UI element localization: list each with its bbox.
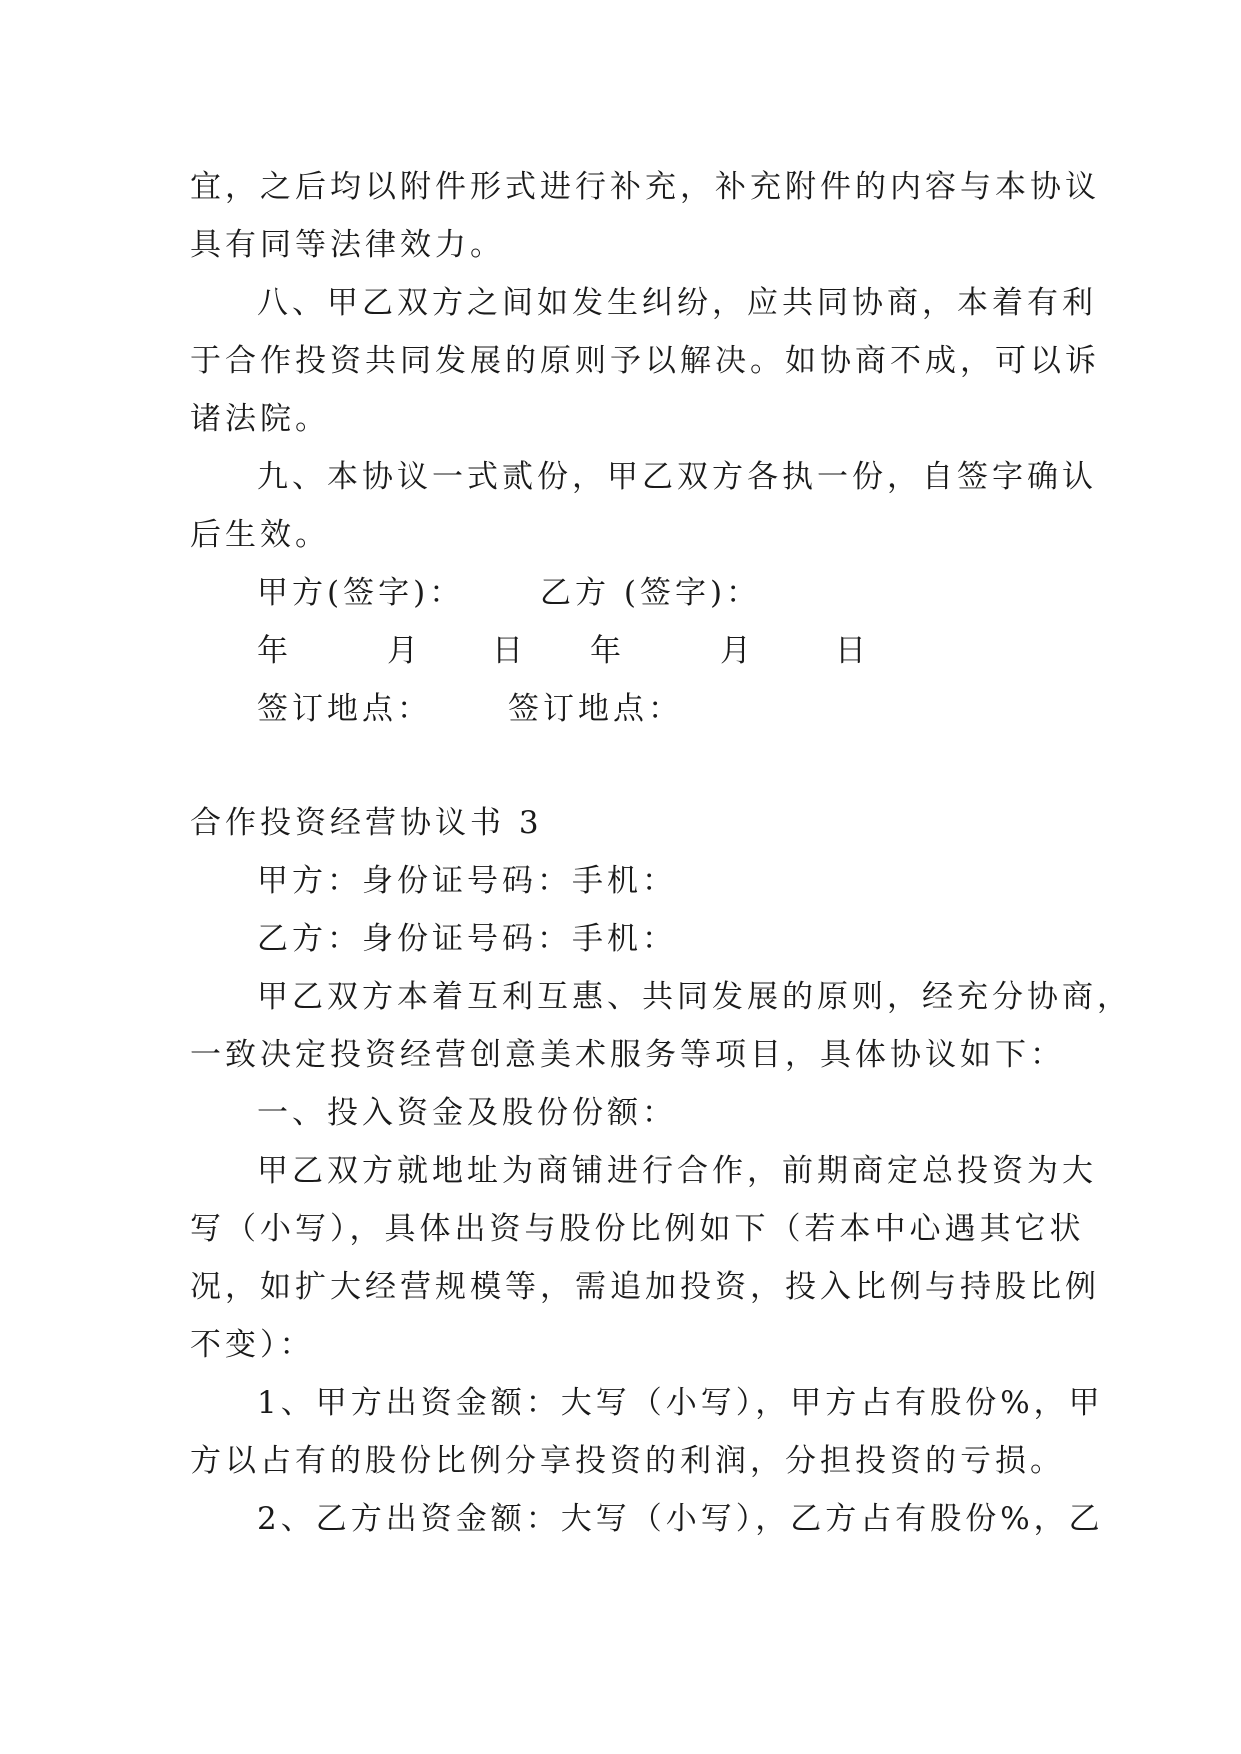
clause-8-line: 八、甲乙双方之间如发生纠纷，应共同协商，本着有利 [257,285,1097,321]
item-1-line: 方以占有的股份比例分享投资的利润，分担投资的亏损。 [190,1443,1065,1479]
signing-place-label: 签订地点： [257,691,432,727]
intro-line: 一致决定投资经营创意美术服务等项目，具体协议如下： [190,1037,1065,1073]
clause-8-line: 于合作投资共同发展的原则予以解决。如协商不成，可以诉 [190,343,1100,379]
party-a-info: 甲方：身份证号码：手机： [257,863,677,899]
clause-1-line: 不变）： [190,1327,315,1363]
document-page [190,158,1132,1548]
item-2-line: 2、乙方出资金额：大写（小写），乙方占有股份%，乙 [257,1501,1104,1537]
date-row [190,622,1050,680]
clause-8-line: 诸法院。 [190,401,330,437]
clause-9-line: 后生效。 [190,517,330,553]
item-1-line: 1、甲方出资金额：大写（小写），甲方占有股份%，甲 [257,1385,1104,1421]
intro-line: 甲乙双方本着互利互惠、共同发展的原则，经充分协商， [257,979,1132,1015]
party-b-signature-label: 乙方 (签字)： [540,575,762,611]
signing-place-label: 签订地点： [508,691,683,727]
section-title: 合作投资经营协议书 3 [190,805,543,841]
day-label: 日 [835,633,870,669]
clause-1-heading: 一、投入资金及股份份额： [257,1095,677,1131]
day-label: 日 [492,633,527,669]
signature-row [190,564,1050,622]
clause-1-line: 甲乙双方就地址为商铺进行合作，前期商定总投资为大 [257,1153,1097,1189]
paragraph-line: 宜，之后均以附件形式进行补充，补充附件的内容与本协议 [190,169,1100,205]
party-a-signature-label: 甲方(签字)： [257,575,465,611]
month-label: 月 [387,633,422,669]
paragraph-line: 具有同等法律效力。 [190,227,505,263]
place-row [190,680,1050,738]
year-label: 年 [590,633,625,669]
clause-1-line: 况，如扩大经营规模等，需追加投资，投入比例与持股比例 [190,1269,1100,1305]
month-label: 月 [720,633,755,669]
clause-9-line: 九、本协议一式贰份，甲乙双方各执一份，自签字确认 [257,459,1097,495]
year-label: 年 [257,633,292,669]
clause-1-line: 写（小写），具体出资与股份比例如下（若本中心遇其它状 [190,1211,1085,1247]
party-b-info: 乙方：身份证号码：手机： [257,921,677,957]
